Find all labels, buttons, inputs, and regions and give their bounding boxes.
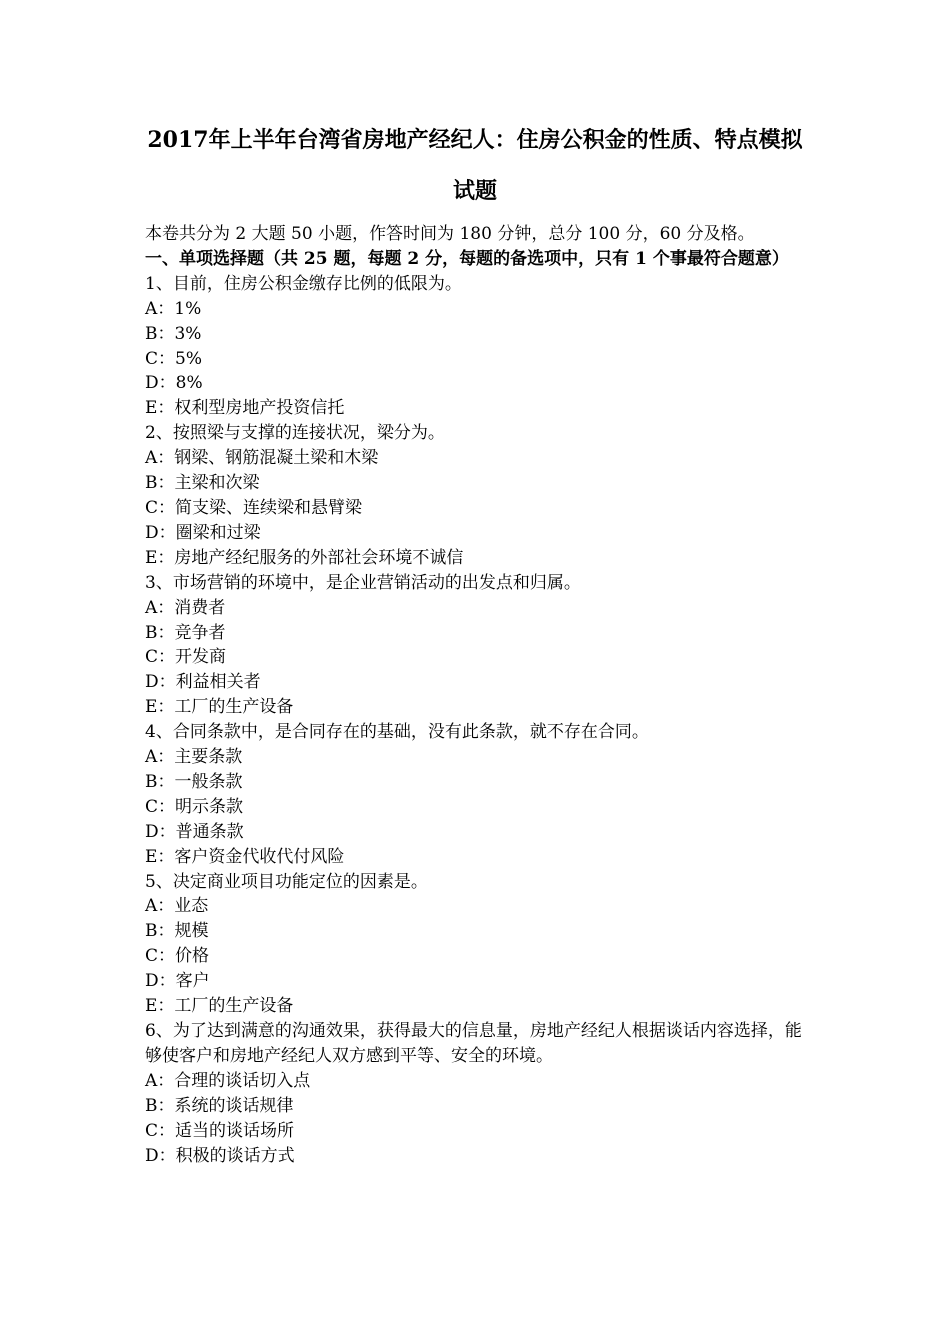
section-heading: 一、单项选择题（共 25 题，每题 2 分，每题的备选项中，只有 1 个事最符合题意） [145,248,789,269]
question-item [145,720,810,869]
answer-option: B：规模 [145,921,209,942]
answer-option: D：8% [145,373,203,394]
answer-option: D：客户 [145,971,210,992]
answer-option: D：利益相关者 [145,672,261,693]
answer-option: A：主要条款 [145,747,243,768]
answer-option: C：明示条款 [145,796,244,817]
question-item [145,571,810,720]
question-stem: 6、为了达到满意的沟通效果，获得最大的信息量，房地产经纪人根据谈话内容选择，能够使客户和房地产经纪人双方感到平等、安全的环境。 [145,1021,802,1066]
answer-option: E：工厂的生产设备 [145,697,294,718]
answer-option: C：简支梁、连续梁和悬臂梁 [145,497,363,518]
answer-option: B：竞争者 [145,622,226,643]
question-stem: 1、目前，住房公积金缴存比例的低限为。 [145,273,462,294]
answer-option: E：工厂的生产设备 [145,996,294,1017]
answer-option: B：主梁和次梁 [145,473,260,494]
answer-option: D：圈梁和过梁 [145,522,261,543]
question-item [145,1019,810,1168]
question-stem: 3、市场营销的环境中，是企业营销活动的出发点和归属。 [145,572,581,593]
answer-option: D：积极的谈话方式 [145,1145,295,1166]
question-stem: 4、合同条款中，是合同存在的基础，没有此条款，就不存在合同。 [145,722,649,743]
question-item [145,421,810,570]
answer-option: C：价格 [145,946,210,967]
exam-intro: 本卷共分为 2 大题 50 小题，作答时间为 180 分钟，总分 100 分，60 分及格。 [145,224,755,244]
answer-option: D：普通条款 [145,821,244,842]
document-title-line-2: 试题 [452,178,497,204]
question-item [145,272,810,421]
answer-option: E：客户资金代收代付风险 [145,846,345,867]
question-item [145,870,810,1019]
answer-option: A：业态 [145,896,209,917]
answer-option: C：适当的谈话场所 [145,1120,295,1141]
answer-option: B：系统的谈话规律 [145,1095,294,1116]
answer-option: A：1% [145,298,202,319]
question-list [145,272,810,1169]
answer-option: A：钢梁、钢筋混凝土梁和木梁 [145,448,379,469]
answer-option: A：合理的谈话切入点 [145,1070,311,1091]
answer-option: C：开发商 [145,647,227,668]
document-title-line-1: 2017年上半年台湾省房地产经纪人：住房公积金的性质、特点模拟 [147,127,803,153]
answer-option: C：5% [145,348,202,369]
answer-option: A：消费者 [145,597,226,618]
document-body [145,222,810,1168]
answer-option: E：房地产经纪服务的外部社会环境不诚信 [145,547,464,568]
answer-option: B：一般条款 [145,771,243,792]
question-stem: 5、决定商业项目功能定位的因素是。 [145,871,428,892]
answer-option: E：权利型房地产投资信托 [145,398,345,419]
answer-option: B：3% [145,323,202,344]
question-stem: 2、按照梁与支撑的连接状况，梁分为。 [145,423,445,444]
